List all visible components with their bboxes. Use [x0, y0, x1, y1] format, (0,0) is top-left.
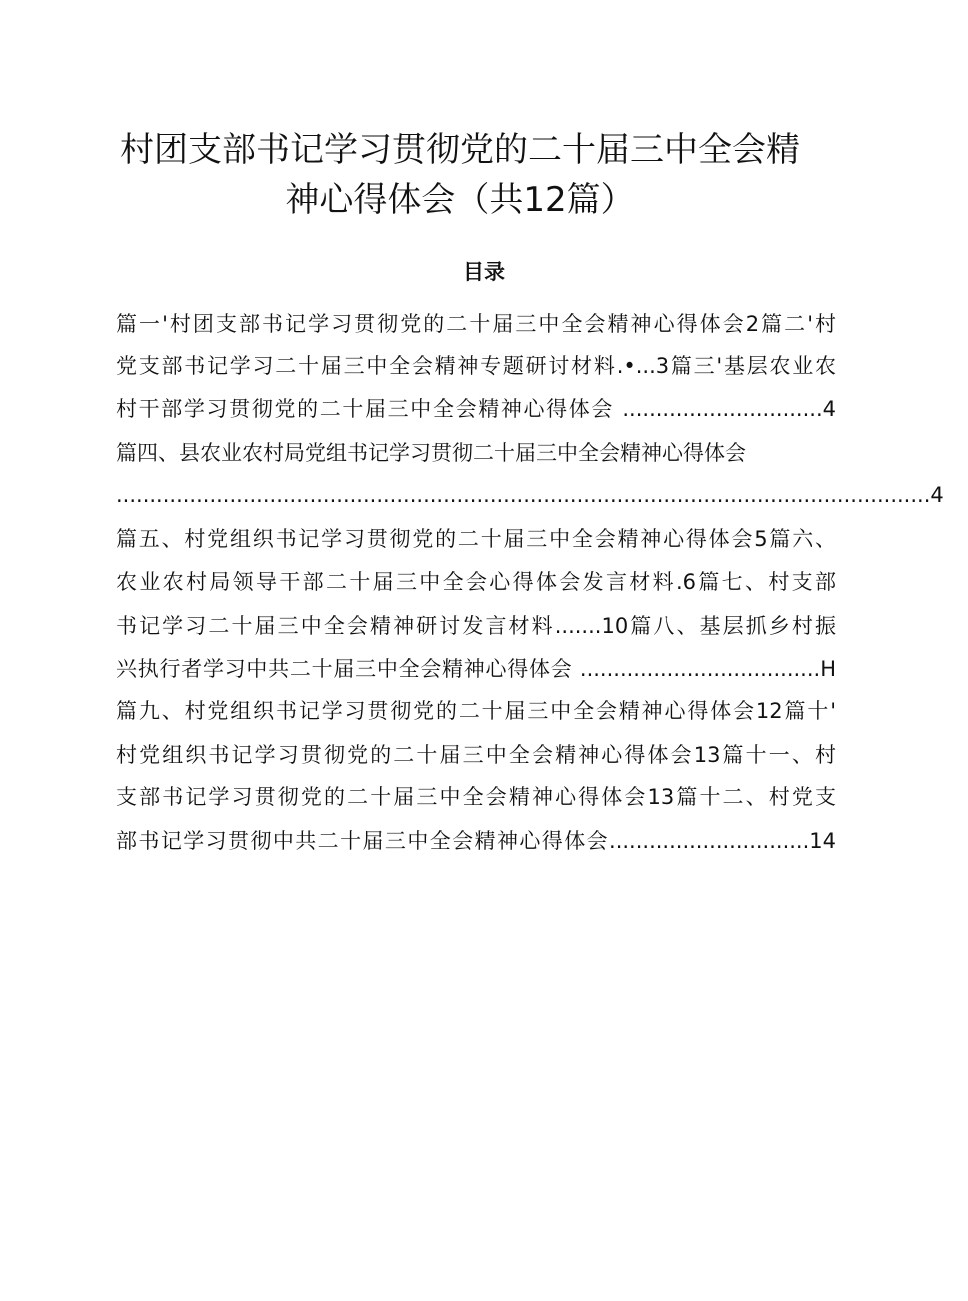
toc-line: 支部书记学习贯彻党的二十届三中全会精神心得体会13篇十二、村党支 [116, 785, 836, 809]
toc-line: 村党组织书记学习贯彻党的二十届三中全会精神心得体会13篇十一、村 [116, 743, 836, 767]
toc-line: 部书记学习贯彻中共二十届三中全会精神心得体会..............................14 [116, 829, 836, 853]
toc-line: 篇九、村党组织书记学习贯彻党的二十届三中全会精神心得体会12篇十' [116, 699, 836, 723]
toc-line: 农业农村局领导干部二十届三中全会心得体会发言材料.6篇七、村支部 [116, 570, 836, 594]
document-title-line-1: 村团支部书记学习贯彻党的二十届三中全会精 [120, 130, 800, 170]
toc-line: ..........................................................................................................................4 [116, 483, 944, 507]
toc-line: 篇五、村党组织书记学习贯彻党的二十届三中全会精神心得体会5篇六、 [116, 527, 836, 551]
document-title-line-2: 神心得体会（共12篇） [285, 180, 635, 220]
toc-line: 篇一'村团支部书记学习贯彻党的二十届三中全会精神心得体会2篇二'村 [116, 312, 836, 336]
toc-line: 兴执行者学习中共二十届三中全会精神心得体会 ....................................H [116, 657, 836, 681]
toc-line: 书记学习二十届三中全会精神研讨发言材料.......10篇八、基层抓乡村振 [116, 614, 836, 638]
toc-line: 党支部书记学习二十届三中全会精神专题研讨材料.•...3篇三'基层农业农 [116, 354, 836, 378]
toc-heading: 目录 [463, 260, 505, 284]
toc-line: 篇四、县农业农村局党组书记学习贯彻二十届三中全会精神心得体会 [116, 441, 746, 465]
toc-line: 村干部学习贯彻党的二十届三中全会精神心得体会 ..............................4 [116, 397, 836, 421]
